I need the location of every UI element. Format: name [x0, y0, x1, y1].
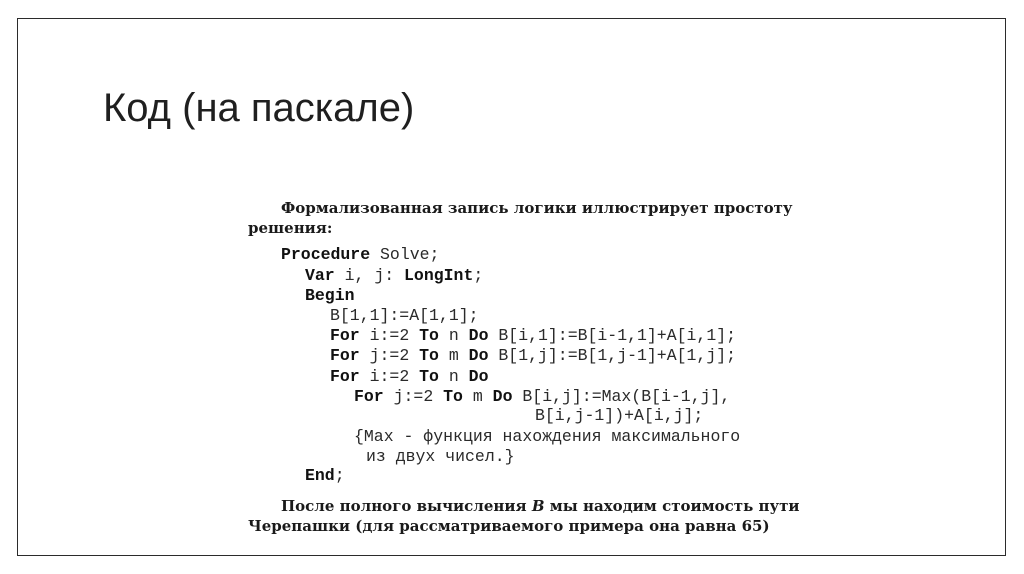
code-text: n	[438, 367, 469, 386]
code-keyword: For	[354, 387, 384, 406]
code-line-init	[330, 306, 479, 326]
code-text: B[1,j]:=B[1,j-1]+A[1,j];	[488, 346, 737, 365]
code-keyword: Do	[468, 346, 489, 365]
code-line-loop-i-outer	[330, 367, 488, 387]
code-line-var	[305, 266, 483, 286]
code-keyword: Do	[468, 326, 489, 345]
code-keyword: To	[443, 387, 463, 406]
slide-title: Код (на паскале)	[103, 86, 415, 130]
code-comment-line-1	[354, 427, 740, 447]
code-keyword: LongInt	[404, 266, 474, 285]
code-text: j:=2	[359, 346, 420, 365]
code-line-procedure	[281, 245, 439, 265]
code-line-loop-i-first-column	[330, 326, 736, 346]
code-text: m	[462, 387, 493, 406]
outro-text: мы находим стоимость пути	[544, 497, 800, 515]
code-line-loop-j-inner	[354, 387, 730, 407]
code-comment: {Max - функция нахождения максимального	[354, 427, 741, 446]
code-comment: из двух чисел.}	[366, 447, 515, 466]
code-keyword: For	[330, 326, 360, 345]
code-text: B[i,j]:=Max(B[i-1,j],	[512, 387, 731, 406]
code-keyword: Procedure	[281, 245, 371, 264]
code-keyword: Begin	[305, 286, 355, 305]
intro-line-1: Формализованная запись логики иллюстрирует простоту	[281, 199, 793, 217]
code-line-end	[305, 466, 345, 486]
code-text: ;	[473, 266, 484, 285]
code-line-loop-j-first-row	[330, 346, 736, 366]
code-text: B[i,j-1])+A[i,j];	[535, 406, 704, 425]
code-text: i, j:	[334, 266, 405, 285]
outro-variable: B	[531, 497, 545, 515]
code-text: m	[438, 346, 469, 365]
code-keyword: For	[330, 346, 360, 365]
intro-line-2: решения:	[248, 219, 333, 237]
code-keyword: Var	[305, 266, 335, 285]
code-line-max-continuation	[535, 406, 703, 426]
outro-line-2: Черепашки (для рассматриваемого примера она равна 65)	[248, 517, 770, 535]
code-comment-line-2	[366, 447, 515, 467]
code-keyword: For	[330, 367, 360, 386]
code-keyword: To	[419, 326, 439, 345]
code-text: i:=2	[359, 367, 420, 386]
code-text: ;	[334, 466, 345, 485]
code-text: n	[438, 326, 469, 345]
code-line-begin	[305, 286, 355, 306]
code-keyword: End	[305, 466, 335, 485]
code-text: i:=2	[359, 326, 420, 345]
code-text: Solve;	[370, 245, 440, 264]
code-keyword: To	[419, 367, 439, 386]
code-text: B[i,1]:=B[i-1,1]+A[i,1];	[488, 326, 737, 345]
code-keyword: Do	[492, 387, 513, 406]
code-text: j:=2	[383, 387, 444, 406]
code-keyword: To	[419, 346, 439, 365]
outro-line-1	[281, 496, 800, 516]
outro-text: После полного вычисления	[281, 497, 532, 515]
code-text: B[1,1]:=A[1,1];	[330, 306, 479, 325]
code-keyword: Do	[468, 367, 489, 386]
